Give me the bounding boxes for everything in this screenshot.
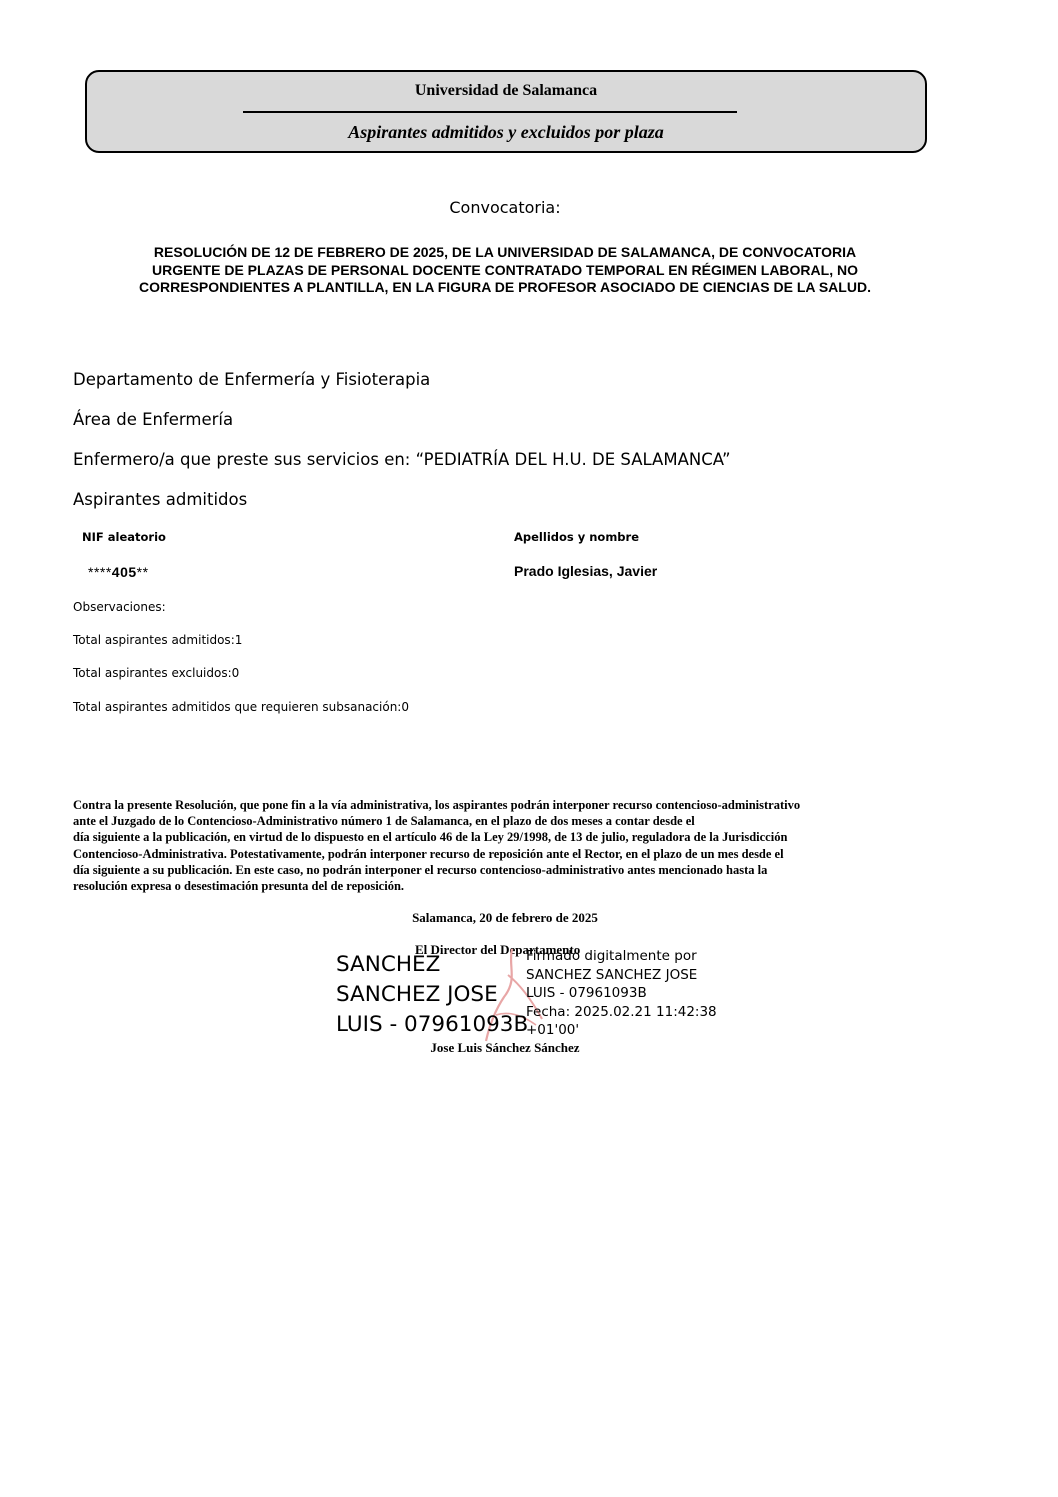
signature-detail-line: LUIS - 07961093B	[526, 985, 647, 1001]
name-column-header: Apellidos y nombre	[514, 530, 640, 544]
place-date: Salamanca, 20 de febrero de 2025	[412, 910, 598, 925]
table-row-nif	[88, 564, 149, 580]
signature-name-line: LUIS - 07961093B	[336, 1012, 529, 1037]
legal-line: Contra la presente Resolución, que pone fin a la vía administrativa, los aspirantes podrán interponer recurso contencioso-administrativo	[73, 798, 801, 812]
department-name: Departamento de Enfermería y Fisioterapia	[73, 370, 431, 389]
signature-name	[336, 950, 528, 1040]
admitted-heading: Aspirantes admitidos	[73, 490, 248, 509]
signature-detail-line: SANCHEZ SANCHEZ JOSE	[526, 966, 698, 983]
legal-notice	[73, 797, 933, 894]
convocatoria-label: Convocatoria:	[449, 198, 561, 217]
total-admitted: Total aspirantes admitidos:1	[73, 633, 243, 647]
legal-line: día siguiente a su publicación. En este caso, no podrán interponer el recurso contencioso-administrativo antes mencionado hasta la	[73, 862, 768, 877]
document-header	[85, 70, 927, 153]
area-name: Área de Enfermería	[73, 410, 234, 429]
total-subsanacion: Total aspirantes admitidos que requieren subsanación:0	[73, 700, 409, 714]
total-excluded: Total aspirantes excluidos:0	[73, 666, 240, 680]
table-row-name: Prado Iglesias, Javier	[514, 563, 658, 579]
signature-name-line: SANCHEZ JOSE	[336, 982, 498, 1007]
nif-prefix: ****	[88, 564, 112, 580]
director-title: El Director del Departamento	[415, 942, 581, 957]
header-divider	[243, 111, 737, 113]
signature-detail-line: Fecha: 2025.02.21 11:42:38	[526, 1003, 717, 1020]
document-subtitle: Aspirantes admitidos y excluidos por plaza	[348, 122, 664, 142]
resolution-title: RESOLUCIÓN DE 12 DE FEBRERO DE 2025, DE LA UNIVERSIDAD DE SALAMANCA, DE CONVOCATORIA URGENTE DE PLAZAS DE PERSONAL DOCENTE CONTRATADO TEMPORAL EN RÉGIMEN LABORAL, NO CORRESPONDIENTES A PLANTILLA, EN LA FIGURA DE PROFESOR ASOCIADO DE CIENCIAS DE LA SALUD.	[139, 244, 871, 295]
legal-line: Contencioso-Administrativa. Potestativamente, podrán interponer recurso de reposición ante el Rector, en el plazo de un mes desde el	[73, 846, 784, 861]
university-name: Universidad de Salamanca	[414, 82, 598, 99]
signature-details	[526, 947, 717, 1040]
director-name: Jose Luis Sánchez Sánchez	[430, 1040, 580, 1055]
legal-line: resolución expresa o desestimación presunta del de reposición.	[73, 879, 405, 894]
position-description: Enfermero/a que preste sus servicios en: “PEDIATRÍA DEL H.U. DE SALAMANCA”	[73, 450, 731, 469]
signature-detail-line: Firmado digitalmente por	[526, 948, 697, 964]
nif-digits: 405	[111, 564, 137, 580]
observations-label: Observaciones:	[73, 600, 166, 614]
legal-line: día siguiente a la publicación, en virtud de lo dispuesto en el artículo 46 de la Ley 29/1998, de 13 de julio, reguladora de la Jurisdicción	[73, 830, 788, 845]
nif-column-header: NIF aleatorio	[82, 530, 166, 544]
nif-suffix: **	[136, 564, 149, 580]
signature-detail-line: +01'00'	[526, 1022, 580, 1038]
signature-name-line: SANCHEZ	[336, 952, 441, 977]
legal-line: ante el Juzgado de lo Contencioso-Administrativo número 1 de Salamanca, en el plazo de dos meses a contar desde el	[73, 814, 695, 829]
